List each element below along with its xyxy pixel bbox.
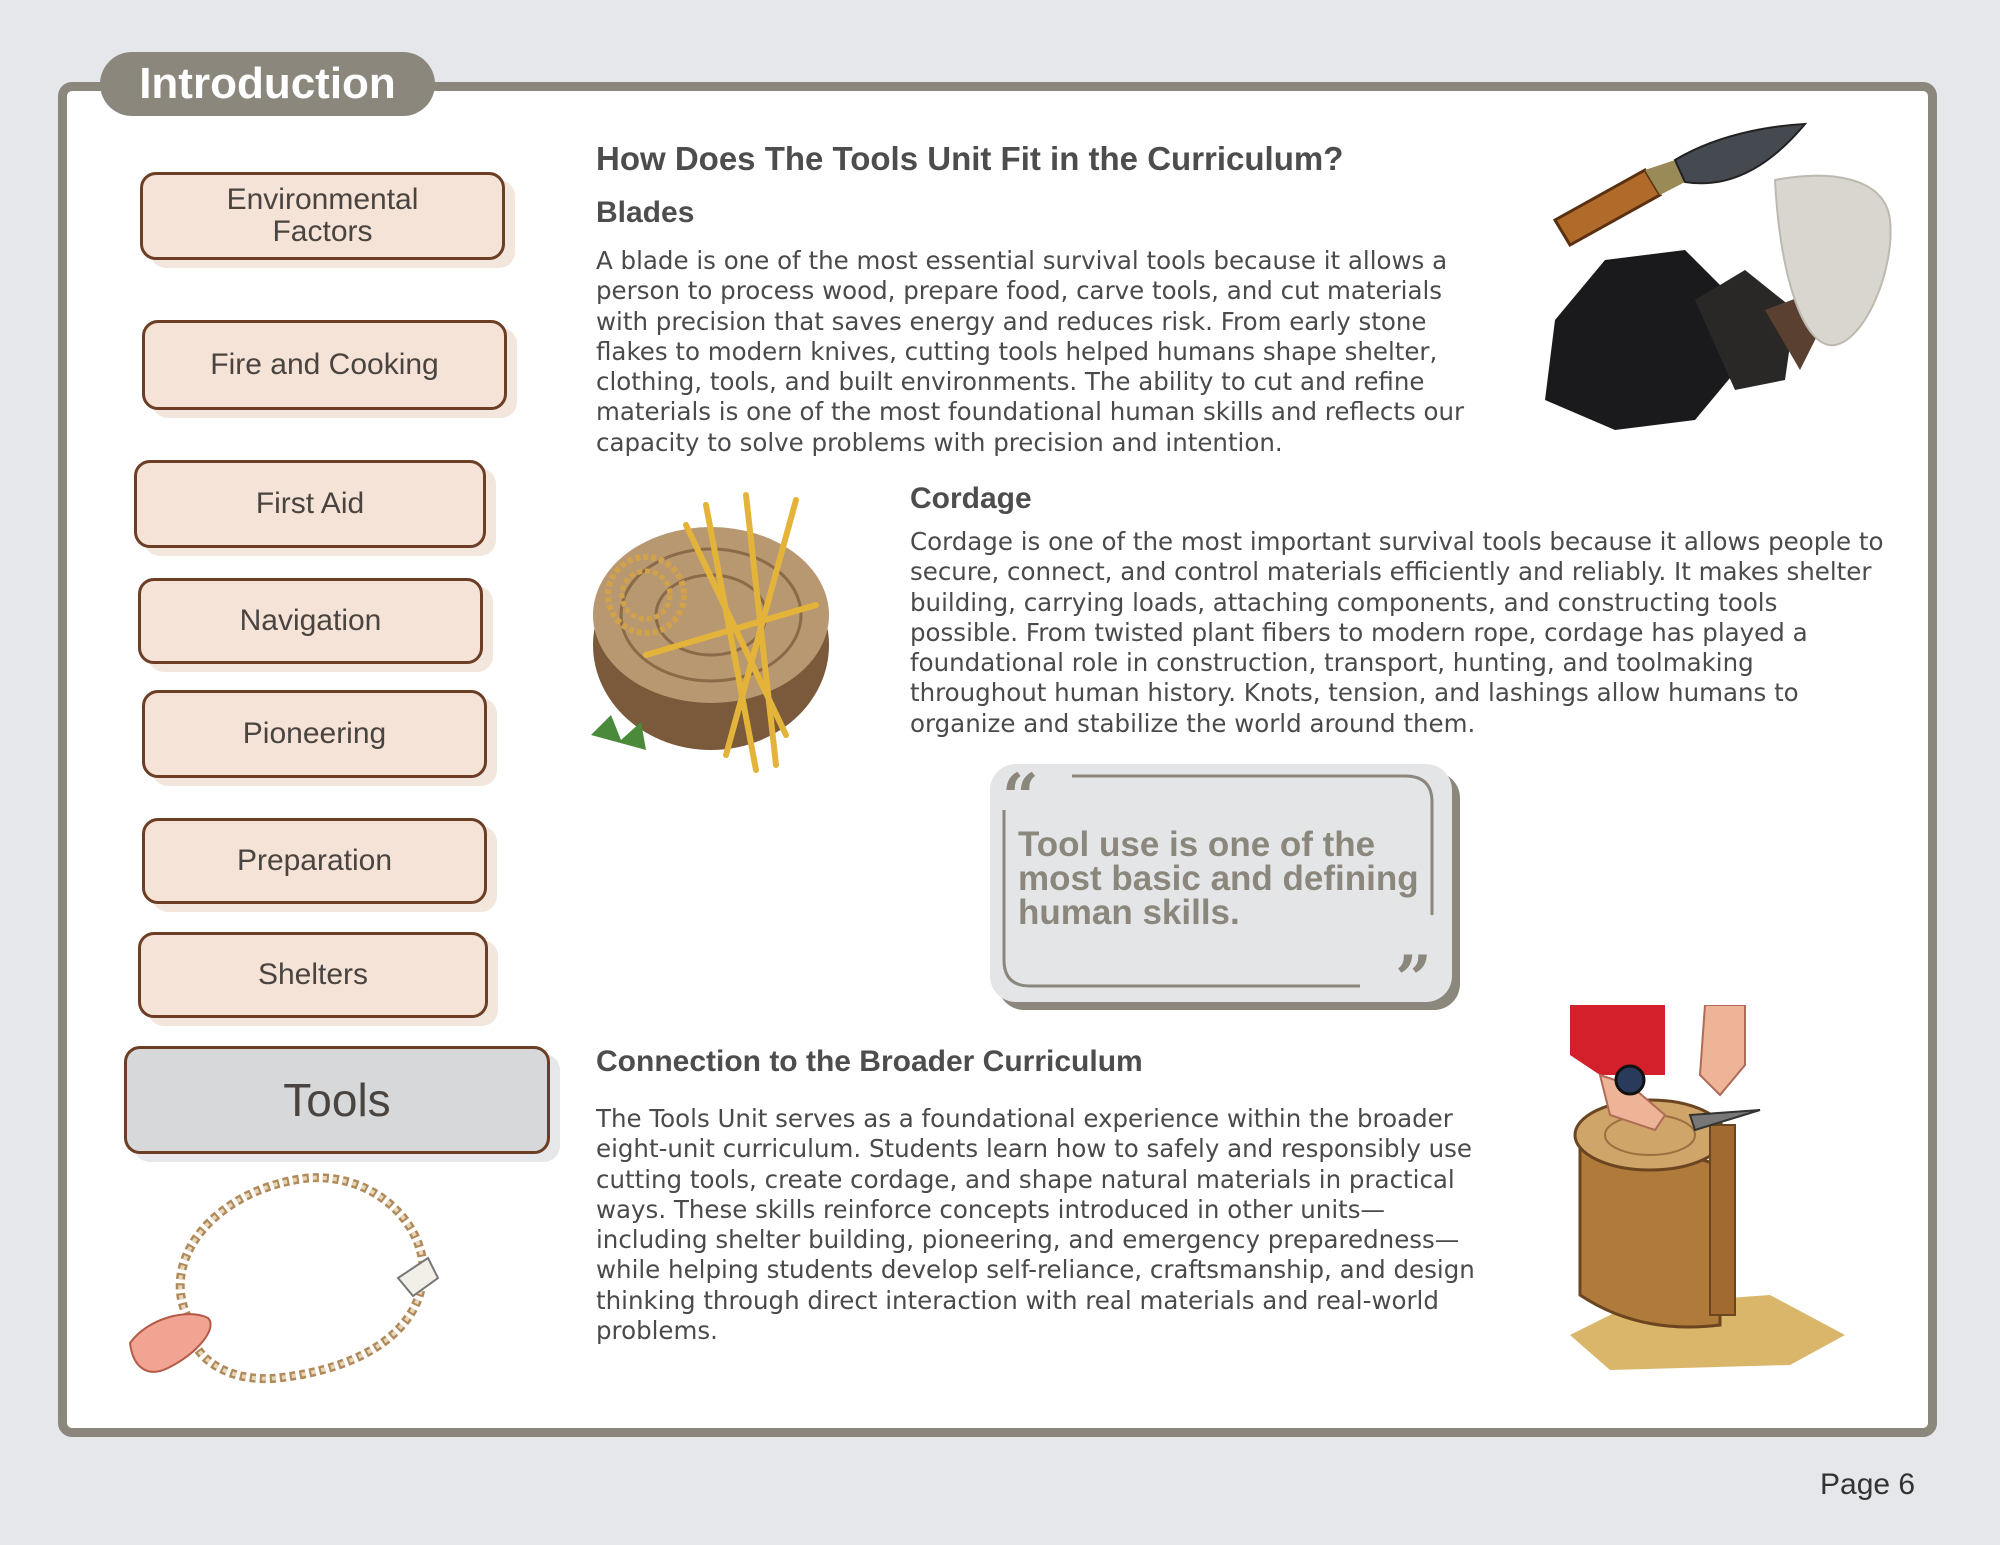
nav-label: Navigation [239,604,382,637]
text-line: possible. From twisted plant fibers to modern rope, cordage has played a [910,617,1808,647]
rope-loop-illustration [128,1168,478,1393]
nav-label: Pioneering [242,717,387,750]
text-line: including shelter building, pioneering, and emergency preparedness— [596,1225,1460,1255]
text-line: throughout human history. Knots, tension, and lashings allow humans to [910,678,1799,708]
blades-paragraph [596,246,1464,458]
text-line: foundational role in construction, transport, hunting, and toolmaking [910,648,1754,678]
nav-label: Environmental Factors [226,183,419,248]
nav-fire-and-cooking[interactable] [142,320,507,410]
text-line: eight-unit curriculum. Students learn how to safely and responsibly use [596,1134,1473,1164]
nav-label: Shelters [257,958,369,991]
text-line: problems. [596,1316,718,1346]
page-title: How Does The Tools Unit Fit in the Curriculum? [596,140,1344,177]
text-line: A blade is one of the most essential survival tools because it allows a [596,246,1448,275]
text-line: clothing, tools, and built environments. The ability to cut and refine [596,367,1425,397]
cordage-illustration [586,485,836,780]
text-line: flakes to modern knives, cutting tools helped humans shape shelter, [596,336,1438,366]
connection-paragraph [596,1104,1475,1346]
text-line: materials is one of the most foundational human skills and reflects our [596,397,1465,427]
open-quote-mark: “ [1002,760,1039,835]
text-line: organize and stabilize the world around them. [910,708,1476,738]
text-line: building, carrying loads, attaching components, and constructing tools [910,587,1778,617]
nav-shelters[interactable] [138,932,488,1018]
nav-label: First Aid [255,487,365,520]
nav-label: Tools [283,1074,391,1126]
nav-label: Preparation [236,844,393,877]
blades-illustration [1535,120,1905,450]
nav-tools[interactable] [124,1046,550,1154]
text-line: The Tools Unit serves as a foundational experience within the broader [596,1104,1453,1133]
text-line: cutting tools, create cordage, and shape natural materials in practical [596,1164,1455,1194]
nav-preparation[interactable] [142,818,487,904]
text-line: Cordage is one of the most important survival tools because it allows people to [910,527,1884,556]
nav-first-aid[interactable] [134,460,486,548]
connection-heading: Connection to the Broader Curriculum [596,1045,1143,1078]
nav-environmental-factors[interactable] [140,172,505,260]
text-line: with precision that saves energy and reduces risk. From early stone [596,306,1427,336]
text-line: while helping students develop self-reliance, craftsmanship, and design [596,1255,1475,1285]
page-number: Page 6 [1820,1468,1916,1501]
text-line: thinking through direct interaction with real materials and real-world [596,1285,1439,1315]
nav-pioneering[interactable] [142,690,487,778]
section-tab: Introduction [100,52,435,116]
text-line: person to process wood, prepare food, carve tools, and cut materials [596,276,1443,306]
close-quote-mark: ” [1395,942,1432,1017]
cordage-heading: Cordage [910,482,1032,515]
nav-navigation[interactable] [138,578,483,664]
text-line: capacity to solve problems with precision and intention. [596,427,1283,457]
cordage-paragraph [910,527,1884,739]
text-line: secure, connect, and control materials efficiently and reliably. It makes shelter [910,557,1872,587]
nav-label: Fire and Cooking [210,348,439,381]
quote-text: Tool use is one of the most basic and defining human skills. [1018,825,1419,932]
text-line: ways. These skills reinforce concepts introduced in other units— [596,1194,1386,1224]
whittling-illustration [1570,1005,1845,1375]
blades-heading: Blades [596,196,695,229]
